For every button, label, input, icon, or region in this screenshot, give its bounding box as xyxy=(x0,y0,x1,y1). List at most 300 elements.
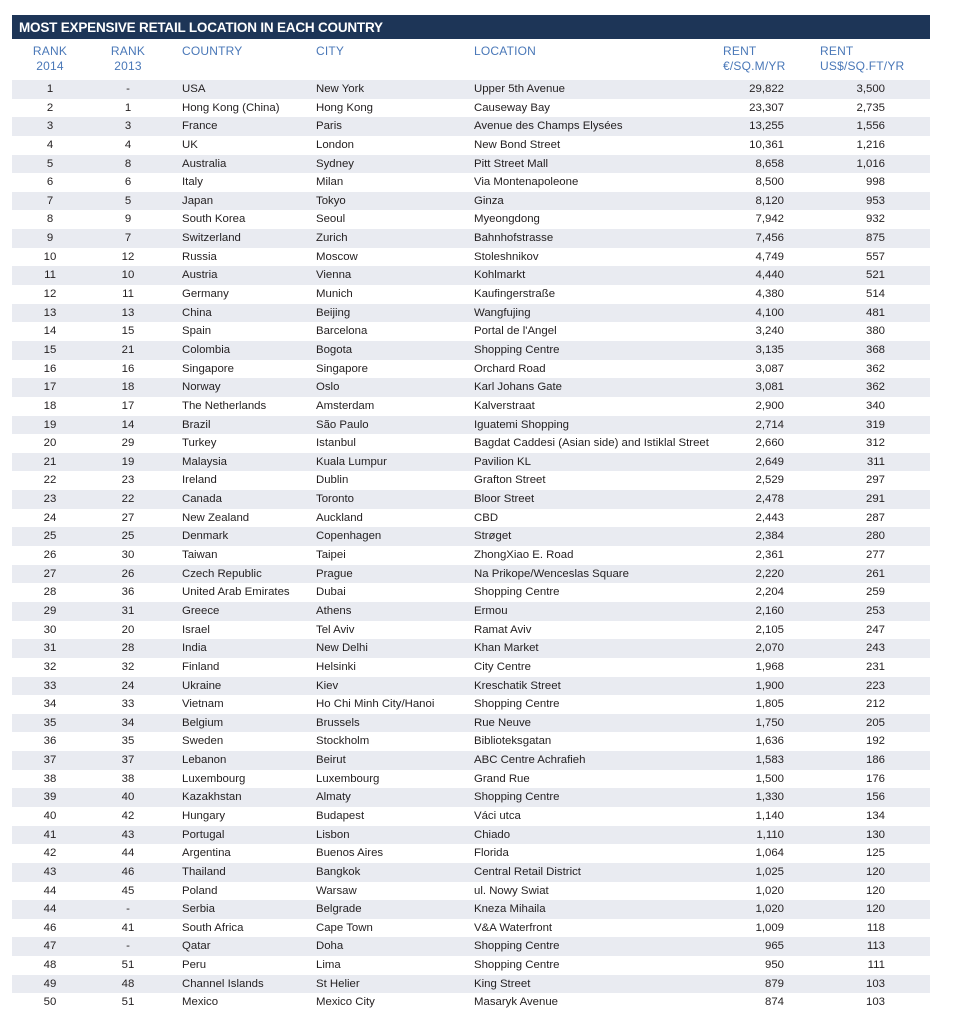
table-row xyxy=(12,509,930,528)
cell-rank-2014: 13 xyxy=(43,306,57,319)
table-row xyxy=(12,975,930,994)
cell-city: Beijing xyxy=(316,306,351,319)
cell-rank-2013: 33 xyxy=(121,698,135,711)
cell-rank-2013: 13 xyxy=(121,306,135,319)
cell-rank-2014: 42 xyxy=(43,847,57,860)
cell-rank-2013: 37 xyxy=(121,754,135,767)
cell-rank-2014: 28 xyxy=(43,586,57,599)
cell-city: Brussels xyxy=(316,716,360,729)
header-country: COUNTRY xyxy=(182,44,243,58)
table-row xyxy=(12,341,930,360)
cell-rent-eur: 1,064 xyxy=(755,847,784,860)
table-row xyxy=(12,378,930,397)
cell-rank-2014: 35 xyxy=(43,716,57,729)
cell-rent-eur: 1,330 xyxy=(755,791,784,804)
cell-rent-eur: 2,105 xyxy=(755,623,784,636)
table-row xyxy=(12,788,930,807)
cell-country: Colombia xyxy=(182,343,231,356)
cell-rank-2014: 22 xyxy=(43,474,57,487)
cell-rank-2014: 39 xyxy=(43,791,57,804)
cell-rent-eur: 8,120 xyxy=(755,194,784,207)
cell-rank-2013: 41 xyxy=(121,921,135,934)
cell-country: Israel xyxy=(182,623,210,636)
cell-location: Via Montenapoleone xyxy=(474,176,579,189)
cell-city: Oslo xyxy=(316,381,340,394)
cell-rent-usd: 932 xyxy=(865,213,885,226)
cell-country: Greece xyxy=(182,604,220,617)
cell-city: Almaty xyxy=(316,791,351,804)
cell-rent-usd: 340 xyxy=(865,399,885,412)
cell-rank-2013: 20 xyxy=(121,623,135,636)
header-rank-2013-line2: 2013 xyxy=(114,59,142,73)
cell-rent-usd: 3,500 xyxy=(856,83,885,95)
table-row xyxy=(12,695,930,714)
cell-rent-usd: 287 xyxy=(865,511,885,524)
header-rent-eur-line2: €/SQ.M/YR xyxy=(723,59,786,73)
cell-rent-eur: 2,443 xyxy=(755,511,784,524)
cell-city: Kiev xyxy=(316,679,339,692)
table-row xyxy=(12,639,930,658)
cell-rent-eur: 1,636 xyxy=(755,735,784,748)
table-row xyxy=(12,807,930,826)
cell-rank-2013: 48 xyxy=(121,977,135,990)
cell-rent-usd: 113 xyxy=(866,940,885,953)
cell-rank-2014: 34 xyxy=(43,698,57,711)
cell-rent-eur: 2,660 xyxy=(755,437,784,450)
cell-rent-usd: 362 xyxy=(865,362,885,375)
cell-city: Warsaw xyxy=(316,884,357,897)
cell-rank-2014: 2 xyxy=(46,101,54,114)
cell-location: Na Prikope/Wenceslas Square xyxy=(474,567,629,580)
cell-rank-2014: 26 xyxy=(43,549,57,562)
table-row xyxy=(12,863,930,882)
cell-rent-usd: 514 xyxy=(865,288,885,301)
cell-rent-usd: 176 xyxy=(865,772,885,785)
header-rent-usd-line2: US$/SQ.FT/YR xyxy=(820,59,905,73)
cell-city: Toronto xyxy=(316,493,354,506)
cell-city: Moscow xyxy=(316,250,358,263)
cell-country: Ukraine xyxy=(182,679,222,692)
table-row xyxy=(12,416,930,435)
cell-location: Chiado xyxy=(474,828,511,841)
cell-rent-usd: 521 xyxy=(865,269,885,282)
cell-rent-usd: 1,216 xyxy=(856,138,885,151)
cell-city: Doha xyxy=(316,940,344,953)
cell-rank-2013: 4 xyxy=(124,138,132,151)
cell-location: Pitt Street Mall xyxy=(474,157,549,170)
cell-rank-2014: 50 xyxy=(43,996,57,1009)
cell-location: Kohlmarkt xyxy=(474,269,526,282)
table-row xyxy=(12,248,930,267)
cell-rank-2014: 11 xyxy=(44,269,56,282)
cell-location: ABC Centre Achrafieh xyxy=(474,754,586,767)
cell-rent-eur: 874 xyxy=(764,996,784,1009)
table-row xyxy=(12,453,930,472)
cell-country: United Arab Emirates xyxy=(182,586,290,599)
cell-rent-usd: 125 xyxy=(865,847,885,860)
cell-country: Taiwan xyxy=(182,549,218,562)
table-row xyxy=(12,546,930,565)
cell-rent-eur: 1,020 xyxy=(755,884,784,897)
cell-location: Shopping Centre xyxy=(474,343,560,356)
cell-rank-2013: 16 xyxy=(121,362,135,375)
cell-rent-eur: 29,822 xyxy=(749,83,784,95)
table-row xyxy=(12,360,930,379)
cell-location: Portal de l'Angel xyxy=(474,325,557,338)
cell-rent-eur: 7,456 xyxy=(755,232,784,245)
cell-country: Luxembourg xyxy=(182,772,246,785)
cell-city: Zurich xyxy=(316,232,348,245)
cell-location: Karl Johans Gate xyxy=(474,381,563,394)
cell-rank-2013: 31 xyxy=(121,604,135,617)
cell-city: Singapore xyxy=(316,362,368,375)
cell-location: Váci utca xyxy=(474,809,521,822)
header-rent-usd xyxy=(820,44,904,74)
cell-rank-2013: 29 xyxy=(121,437,135,450)
table-row xyxy=(12,658,930,677)
table-row xyxy=(12,882,930,901)
cell-country: Peru xyxy=(182,959,207,972)
cell-city: Bogota xyxy=(316,343,353,356)
cell-rent-usd: 103 xyxy=(865,996,885,1009)
cell-rank-2014: 23 xyxy=(43,493,57,506)
cell-location: King Street xyxy=(474,977,531,990)
table-row xyxy=(12,173,930,192)
cell-rank-2013: 9 xyxy=(124,213,132,226)
cell-city: Belgrade xyxy=(316,903,362,916)
cell-rank-2013: 11 xyxy=(122,288,134,301)
cell-city: Lisbon xyxy=(316,828,350,841)
cell-rank-2013: 5 xyxy=(124,194,132,207)
cell-rank-2013: 38 xyxy=(121,772,135,785)
cell-country: Channel Islands xyxy=(182,977,264,990)
cell-location: New Bond Street xyxy=(474,138,561,151)
cell-rank-2013: 14 xyxy=(121,418,135,431)
cell-city: Auckland xyxy=(316,511,363,524)
table-row xyxy=(12,117,930,136)
cell-rank-2013: 44 xyxy=(121,847,135,860)
cell-rank-2013: 6 xyxy=(124,176,132,189)
table-row xyxy=(12,80,930,99)
cell-rank-2014: 18 xyxy=(43,399,57,412)
header-rent-eur xyxy=(723,44,785,74)
cell-location: Stoleshnikov xyxy=(474,250,539,263)
cell-rent-usd: 312 xyxy=(865,437,885,450)
cell-country: Japan xyxy=(182,194,214,207)
cell-rent-eur: 10,361 xyxy=(749,138,784,151)
table-row xyxy=(12,192,930,211)
cell-rank-2014: 40 xyxy=(43,809,57,822)
table-row xyxy=(12,714,930,733)
cell-country: Italy xyxy=(182,176,203,189)
cell-rent-usd: 120 xyxy=(865,865,885,878)
cell-rent-eur: 4,100 xyxy=(755,306,784,319)
table-title: MOST EXPENSIVE RETAIL LOCATION IN EACH COUNTRY xyxy=(12,15,930,39)
cell-rank-2013: 23 xyxy=(121,474,135,487)
cell-location: Iguatemi Shopping xyxy=(474,418,569,431)
cell-location: V&A Waterfront xyxy=(474,921,553,934)
cell-location: Wangfujing xyxy=(474,306,531,319)
cell-rank-2014: 30 xyxy=(43,623,57,636)
cell-rent-usd: 134 xyxy=(865,809,885,822)
cell-rank-2014: 10 xyxy=(43,250,57,263)
table-row xyxy=(12,490,930,509)
cell-rank-2014: 47 xyxy=(43,940,57,953)
header-rent-eur-line1: RENT xyxy=(723,44,757,58)
cell-city: São Paulo xyxy=(316,418,369,431)
cell-city: Stockholm xyxy=(316,735,370,748)
cell-rent-usd: 231 xyxy=(865,660,885,673)
cell-rank-2013: 32 xyxy=(121,660,135,673)
cell-rank-2014: 5 xyxy=(46,157,54,170)
table-row xyxy=(12,751,930,770)
cell-rank-2014: 37 xyxy=(43,754,57,767)
header-rank-2014 xyxy=(12,44,88,74)
cell-location: Kreschatik Street xyxy=(474,679,561,692)
cell-rent-eur: 2,478 xyxy=(755,493,784,506)
cell-rank-2014: 46 xyxy=(43,921,57,934)
cell-rent-usd: 120 xyxy=(865,884,885,897)
cell-rank-2014: 44 xyxy=(43,884,57,897)
cell-country: The Netherlands xyxy=(182,399,267,412)
cell-rank-2014: 16 xyxy=(43,362,57,375)
cell-location: City Centre xyxy=(474,660,531,673)
cell-rank-2014: 25 xyxy=(43,530,57,543)
cell-rank-2014: 49 xyxy=(43,977,57,990)
cell-country: New Zealand xyxy=(182,511,250,524)
table-row xyxy=(12,732,930,751)
cell-rank-2014: 29 xyxy=(43,604,57,617)
cell-rank-2013: 25 xyxy=(121,530,135,543)
cell-rent-eur: 2,714 xyxy=(755,418,784,431)
cell-city: Istanbul xyxy=(316,437,356,450)
cell-city: Lima xyxy=(316,959,341,972)
cell-rent-usd: 192 xyxy=(865,735,885,748)
cell-rent-eur: 2,384 xyxy=(755,530,784,543)
cell-rank-2014: 48 xyxy=(43,959,57,972)
cell-rent-eur: 1,900 xyxy=(755,679,784,692)
cell-location: Bahnhofstrasse xyxy=(474,232,554,245)
cell-rank-2013: 17 xyxy=(121,399,135,412)
header-location: LOCATION xyxy=(474,44,537,58)
cell-city: Hong Kong xyxy=(316,101,373,114)
table-row xyxy=(12,397,930,416)
cell-city: Seoul xyxy=(316,213,346,226)
header-rent-usd-line1: RENT xyxy=(820,44,854,58)
cell-rank-2013: 30 xyxy=(121,549,135,562)
cell-country: China xyxy=(182,306,212,319)
cell-rent-eur: 2,160 xyxy=(755,604,784,617)
cell-city: Dubai xyxy=(316,586,346,599)
cell-location: Shopping Centre xyxy=(474,940,560,953)
cell-rank-2014: 44 xyxy=(43,903,57,916)
table-row xyxy=(12,919,930,938)
cell-rank-2013: 36 xyxy=(121,586,135,599)
cell-location: Myeongdong xyxy=(474,213,540,226)
cell-city: Athens xyxy=(316,604,352,617)
cell-country: Lebanon xyxy=(182,754,227,767)
table-row xyxy=(12,602,930,621)
cell-location: Florida xyxy=(474,847,509,860)
cell-rent-eur: 1,020 xyxy=(755,903,784,916)
cell-rent-eur: 879 xyxy=(764,977,784,990)
cell-rent-usd: 1,556 xyxy=(856,120,885,133)
cell-country: Switzerland xyxy=(182,232,241,245)
cell-country: Portugal xyxy=(182,828,225,841)
cell-city: London xyxy=(316,138,355,151)
cell-rent-eur: 1,583 xyxy=(755,754,784,767)
cell-rank-2014: 36 xyxy=(43,735,57,748)
cell-rank-2014: 8 xyxy=(46,213,54,226)
cell-rank-2013: 34 xyxy=(121,716,135,729)
cell-rank-2013: 12 xyxy=(121,250,135,263)
table-row xyxy=(12,937,930,956)
table-header xyxy=(12,44,930,78)
table-row xyxy=(12,210,930,229)
cell-city: Prague xyxy=(316,567,353,580)
cell-rent-eur: 1,500 xyxy=(755,772,784,785)
cell-city: Cape Town xyxy=(316,921,373,934)
cell-rent-eur: 2,070 xyxy=(755,642,784,655)
cell-rank-2014: 7 xyxy=(46,194,54,207)
cell-location: ZhongXiao E. Road xyxy=(474,549,574,562)
cell-rent-usd: 380 xyxy=(865,325,885,338)
cell-country: Malaysia xyxy=(182,455,227,468)
cell-country: South Korea xyxy=(182,213,246,226)
cell-location: Strøget xyxy=(474,530,512,543)
header-rank-2014-line2: 2014 xyxy=(36,59,64,73)
cell-city: Mexico City xyxy=(316,996,375,1009)
cell-city: Taipei xyxy=(316,549,346,562)
cell-rank-2013: 22 xyxy=(121,493,135,506)
cell-location: Shopping Centre xyxy=(474,959,560,972)
cell-rent-eur: 1,750 xyxy=(755,716,784,729)
cell-country: Brazil xyxy=(182,418,211,431)
cell-country: Hungary xyxy=(182,809,226,822)
cell-rent-eur: 1,110 xyxy=(756,828,784,841)
cell-country: Argentina xyxy=(182,847,231,860)
table-row xyxy=(12,229,930,248)
cell-country: Russia xyxy=(182,250,217,263)
cell-rank-2014: 38 xyxy=(43,772,57,785)
table-row xyxy=(12,583,930,602)
cell-city: Tokyo xyxy=(316,194,346,207)
cell-rank-2013: 35 xyxy=(121,735,135,748)
cell-rent-usd: 368 xyxy=(865,343,885,356)
cell-rent-usd: 998 xyxy=(865,176,885,189)
cell-rent-eur: 2,204 xyxy=(755,586,784,599)
cell-rank-2013: 8 xyxy=(124,157,132,170)
cell-country: Czech Republic xyxy=(182,567,262,580)
cell-country: Singapore xyxy=(182,362,234,375)
cell-rent-usd: 481 xyxy=(865,306,885,319)
cell-rent-usd: 2,735 xyxy=(856,101,885,114)
cell-rent-usd: 243 xyxy=(865,642,885,655)
cell-rank-2014: 43 xyxy=(43,865,57,878)
cell-country: Qatar xyxy=(182,940,211,953)
cell-rent-usd: 253 xyxy=(865,604,885,617)
cell-rent-usd: 111 xyxy=(867,959,885,972)
cell-country: Mexico xyxy=(182,996,219,1009)
table-row xyxy=(12,770,930,789)
table-row xyxy=(12,471,930,490)
table-row xyxy=(12,434,930,453)
table-row xyxy=(12,993,930,1012)
cell-city: Copenhagen xyxy=(316,530,382,543)
cell-location: Grafton Street xyxy=(474,474,546,487)
cell-rent-eur: 2,361 xyxy=(755,549,784,562)
cell-country: Serbia xyxy=(182,903,215,916)
cell-rank-2013: 10 xyxy=(121,269,135,282)
cell-city: Amsterdam xyxy=(316,399,375,412)
cell-country: USA xyxy=(182,83,206,95)
cell-location: Masaryk Avenue xyxy=(474,996,558,1009)
cell-country: Norway xyxy=(182,381,221,394)
cell-rank-2014: 14 xyxy=(43,325,57,338)
cell-rank-2013: 51 xyxy=(121,959,135,972)
table-row xyxy=(12,677,930,696)
cell-rank-2013: 19 xyxy=(121,455,135,468)
cell-rent-eur: 1,009 xyxy=(755,921,784,934)
cell-rent-usd: 277 xyxy=(865,549,885,562)
cell-rent-eur: 1,025 xyxy=(755,865,784,878)
cell-city: Milan xyxy=(316,176,344,189)
cell-rank-2014: 41 xyxy=(43,828,57,841)
cell-country: India xyxy=(182,642,207,655)
cell-rank-2014: 20 xyxy=(43,437,57,450)
cell-rank-2014: 31 xyxy=(43,642,57,655)
cell-rent-eur: 1,140 xyxy=(755,809,784,822)
cell-rent-usd: 362 xyxy=(865,381,885,394)
table-row xyxy=(12,99,930,118)
cell-rank-2013: 21 xyxy=(121,343,135,356)
cell-location: ul. Nowy Swiat xyxy=(474,884,549,897)
cell-country: Sweden xyxy=(182,735,224,748)
cell-rent-eur: 2,900 xyxy=(755,399,784,412)
cell-rent-usd: 212 xyxy=(865,698,885,711)
cell-rent-eur: 4,380 xyxy=(755,288,784,301)
cell-rent-usd: 297 xyxy=(865,474,885,487)
cell-rent-usd: 875 xyxy=(865,232,885,245)
cell-rent-eur: 1,968 xyxy=(755,660,784,673)
cell-city: Kuala Lumpur xyxy=(316,455,387,468)
cell-rent-eur: 3,240 xyxy=(755,325,784,338)
cell-rank-2014: 12 xyxy=(43,288,57,301)
table-row xyxy=(12,322,930,341)
cell-rank-2014: 19 xyxy=(43,418,57,431)
cell-rank-2014: 15 xyxy=(43,343,57,356)
cell-country: Kazakhstan xyxy=(182,791,242,804)
cell-rent-usd: 223 xyxy=(865,679,885,692)
cell-location: Rue Neuve xyxy=(474,716,531,729)
cell-location: Kneza Mihaila xyxy=(474,903,546,916)
cell-rent-usd: 261 xyxy=(865,567,885,580)
cell-rent-usd: 156 xyxy=(865,791,885,804)
cell-country: Denmark xyxy=(182,530,229,543)
header-rank-2013-line1: RANK xyxy=(110,44,146,58)
cell-location: Biblioteksgatan xyxy=(474,735,552,748)
cell-country: South Africa xyxy=(182,921,244,934)
cell-location: Grand Rue xyxy=(474,772,530,785)
cell-rank-2013: 15 xyxy=(121,325,135,338)
cell-rent-eur: 8,658 xyxy=(755,157,784,170)
cell-rent-usd: 319 xyxy=(865,418,885,431)
cell-rank-2014: 24 xyxy=(43,511,57,524)
cell-city: Bangkok xyxy=(316,865,361,878)
cell-location: Bloor Street xyxy=(474,493,535,506)
table-row xyxy=(12,304,930,323)
cell-rent-usd: 1,016 xyxy=(856,157,885,170)
